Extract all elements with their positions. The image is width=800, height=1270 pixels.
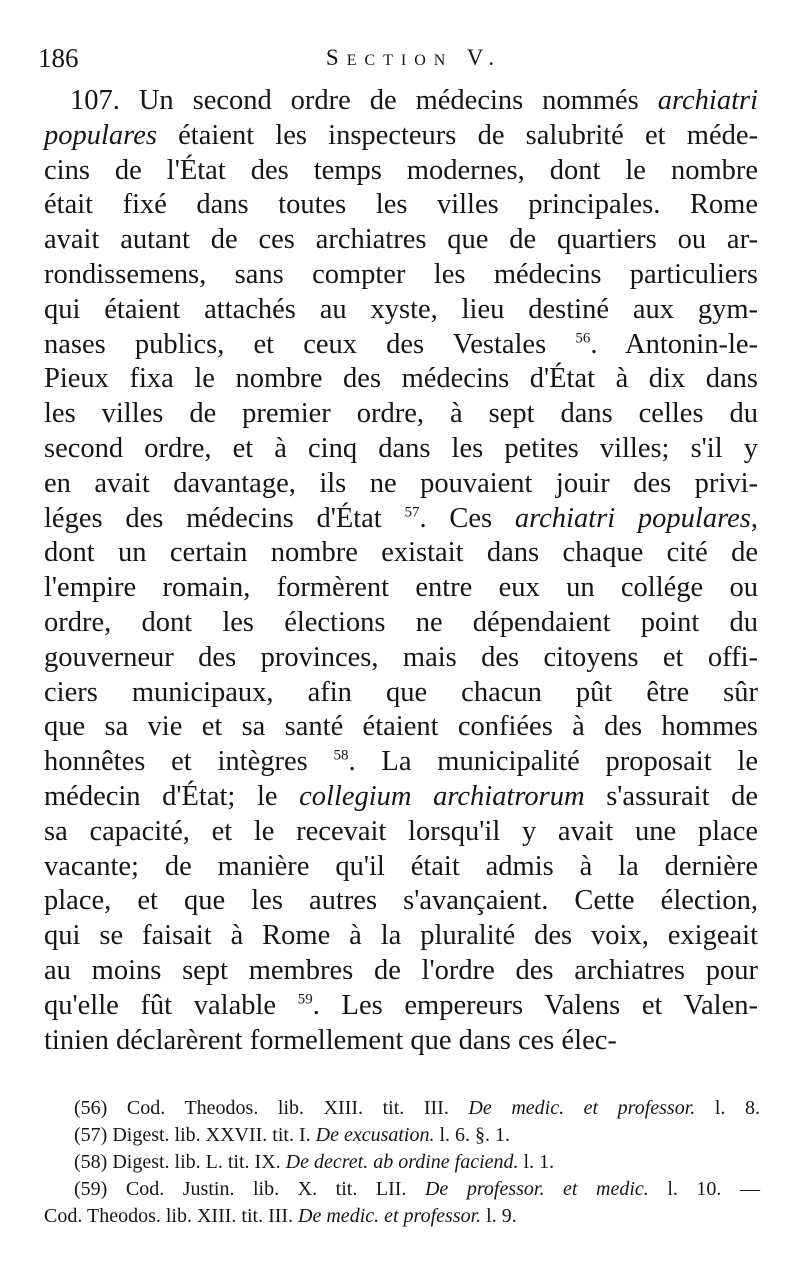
footnote-line bbox=[44, 1122, 760, 1149]
text-run: qui se faisait à Rome à la pluralité des voix, exigeait bbox=[44, 920, 758, 952]
text-line bbox=[44, 989, 758, 1024]
text-run: les villes de premier ordre, à sept dans celles du bbox=[44, 398, 758, 430]
page-header bbox=[38, 40, 760, 76]
text-run: l. 8. bbox=[695, 1097, 760, 1119]
text-run: l. 6. §. 1. bbox=[434, 1124, 511, 1146]
text-run: . La municipalité proposait le bbox=[348, 746, 758, 778]
text-run: dont un certain nombre existait dans chaque cité de bbox=[44, 537, 758, 569]
text-run: Cod. Theodos. lib. XIII. tit. III. bbox=[44, 1205, 299, 1227]
text-run: s'assurait de bbox=[584, 780, 758, 812]
footnote-reference: 58 bbox=[333, 747, 349, 764]
text-line bbox=[44, 571, 758, 606]
text-run: second ordre, et à cinq dans les petites villes; s'il y bbox=[44, 432, 758, 464]
footnote-line bbox=[44, 1203, 760, 1230]
text-run: qui étaient attachés au xyste, lieu destiné aux gym- bbox=[44, 293, 758, 325]
text-line bbox=[44, 606, 758, 641]
text-line bbox=[44, 432, 758, 467]
text-line bbox=[44, 919, 758, 954]
text-run: . Antonin-le- bbox=[590, 328, 758, 360]
text-run: léges des médecins d'État bbox=[44, 502, 405, 534]
footnote-line bbox=[44, 1149, 760, 1176]
footnote-line bbox=[44, 1176, 760, 1203]
text-line bbox=[44, 850, 758, 885]
text-line bbox=[44, 536, 758, 571]
text-line bbox=[44, 84, 758, 119]
italic-text: De medic. et professor. bbox=[298, 1205, 482, 1227]
text-run: était fixé dans toutes les villes principales. Rome bbox=[44, 189, 758, 221]
text-run: (56) Cod. Theodos. lib. XIII. tit. III. bbox=[74, 1097, 469, 1119]
italic-text: De medic. et professor. bbox=[468, 1097, 696, 1119]
text-line bbox=[44, 397, 758, 432]
text-run: cins de l'État des temps modernes, dont le nombre bbox=[44, 154, 758, 186]
text-line bbox=[44, 710, 758, 745]
text-run: que sa vie et sa santé étaient confiées à des hommes bbox=[44, 711, 758, 743]
text-line bbox=[44, 954, 758, 989]
text-line bbox=[44, 467, 758, 502]
running-head: Section V. bbox=[325, 45, 503, 70]
text-run: ordre, dont les élections ne dépendaient point du bbox=[44, 606, 758, 638]
footnote-reference: 56 bbox=[575, 330, 591, 347]
text-line bbox=[44, 328, 758, 363]
text-line bbox=[44, 502, 758, 537]
italic-text: De decret. ab ordine faciend. bbox=[285, 1151, 519, 1173]
text-line bbox=[44, 641, 758, 676]
text-run: vacante; de manière qu'il était admis à la dernière bbox=[44, 850, 758, 882]
page-number: 186 bbox=[38, 43, 79, 73]
text-line bbox=[44, 119, 758, 154]
text-run: (58) Digest. lib. L. tit. IX. bbox=[74, 1151, 286, 1173]
text-run: en avait davantage, ils ne pouvaient jouir des privi- bbox=[44, 467, 758, 499]
text-run: nases publics, et ceux des Vestales bbox=[44, 328, 576, 360]
text-line bbox=[44, 745, 758, 780]
text-line bbox=[44, 154, 758, 189]
text-run: 107. Un second ordre de médecins nommés bbox=[70, 85, 658, 116]
text-run: étaient les inspecteurs de salubrité et méde- bbox=[156, 119, 758, 151]
text-run: l. 10. — bbox=[648, 1178, 760, 1200]
text-line bbox=[44, 884, 758, 919]
text-run: (59) Cod. Justin. lib. X. tit. LII. bbox=[74, 1178, 425, 1200]
italic-text: De excusation. bbox=[315, 1124, 435, 1146]
text-run: sa capacité, et le recevait lorsqu'il y avait une place bbox=[44, 815, 758, 847]
text-run: place, et que les autres s'avançaient. Cette élection, bbox=[44, 885, 758, 917]
text-line bbox=[44, 223, 758, 258]
footnote-reference: 57 bbox=[404, 504, 420, 521]
text-run: qu'elle fût valable bbox=[44, 989, 298, 1021]
italic-text: populares bbox=[44, 119, 157, 151]
text-run: au moins sept membres de l'ordre des archiatres pour bbox=[44, 954, 758, 986]
text-run: gouverneur des provinces, mais des citoyens et offi- bbox=[44, 641, 758, 673]
text-line bbox=[44, 676, 758, 711]
text-run: l'empire romain, formèrent entre eux un collége ou bbox=[44, 572, 758, 604]
text-line bbox=[44, 258, 758, 293]
footnote-line bbox=[44, 1095, 760, 1122]
italic-text: collegium archiatrorum bbox=[299, 780, 585, 812]
text-run: médecin d'État; le bbox=[44, 780, 300, 812]
text-line bbox=[44, 293, 758, 328]
text-line bbox=[44, 188, 758, 223]
text-run: l. 1. bbox=[518, 1151, 555, 1173]
text-run: avait autant de ces archiatres que de quartiers ou ar- bbox=[44, 224, 758, 256]
text-line bbox=[44, 780, 758, 815]
italic-text: archiatri populares bbox=[514, 502, 751, 534]
text-run: Pieux fixa le nombre des médecins d'État à dix dans bbox=[44, 363, 758, 395]
text-run: honnêtes et intègres bbox=[44, 746, 334, 778]
main-text-block bbox=[44, 84, 758, 1058]
text-run: , bbox=[750, 502, 758, 534]
text-run: tinien déclarèrent formellement que dans ces élec- bbox=[44, 1024, 617, 1056]
footnote-reference: 59 bbox=[297, 991, 313, 1008]
footnotes-block bbox=[44, 1095, 760, 1230]
text-run: rondissemens, sans compter les médecins particuliers bbox=[44, 258, 758, 290]
text-run: . Ces bbox=[419, 502, 515, 534]
text-run: l. 9. bbox=[481, 1205, 517, 1227]
text-line bbox=[44, 815, 758, 850]
text-run: (57) Digest. lib. XXVII. tit. I. bbox=[74, 1124, 316, 1146]
text-run: ciers municipaux, afin que chacun pût être sûr bbox=[44, 676, 758, 708]
italic-text: archiatri bbox=[657, 85, 758, 116]
text-run: . Les empereurs Valens et Valen- bbox=[312, 989, 758, 1021]
italic-text: De professor. et medic. bbox=[424, 1178, 649, 1200]
text-line bbox=[44, 362, 758, 397]
text-line bbox=[44, 1024, 758, 1059]
